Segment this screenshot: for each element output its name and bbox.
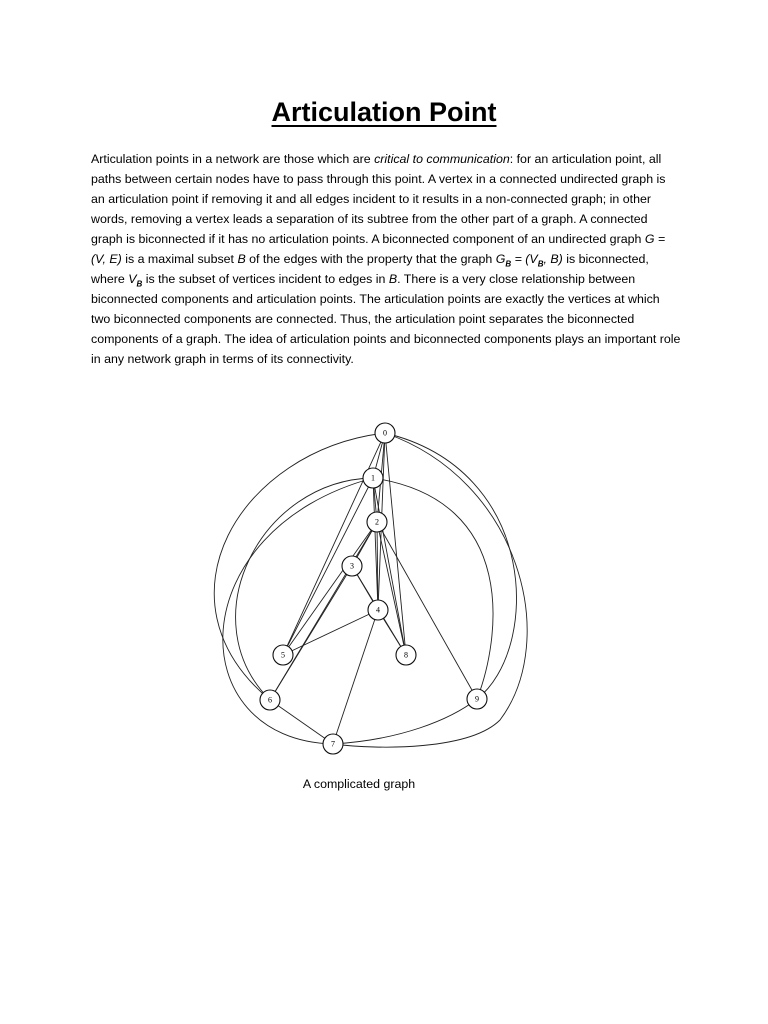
text-run: is biconnected, where — [91, 252, 649, 286]
graph-node-4 — [368, 600, 388, 620]
text-run: of the edges with the property that the graph — [245, 252, 496, 266]
graph-edge-1-9 — [373, 478, 493, 699]
graph-node-label: 4 — [376, 605, 380, 615]
graph-edge-1-6 — [236, 478, 373, 700]
graph-node-1 — [363, 468, 383, 488]
text-run: is a maximal subset — [121, 252, 238, 266]
graph-edge-0-5 — [283, 433, 385, 655]
graph-node-label: 5 — [281, 650, 285, 660]
italic-run: V — [128, 272, 137, 286]
subscript: B — [537, 259, 544, 269]
italic-run: = (V — [511, 252, 538, 266]
graph-edge-2-9 — [377, 522, 477, 699]
figure-caption: A complicated graph — [302, 777, 416, 791]
graph-edge-4-7 — [333, 610, 378, 744]
graph-edge-1-7 — [223, 478, 373, 744]
italic-run: G = (V, E) — [91, 232, 666, 266]
graph-node-label: 1 — [371, 473, 375, 483]
graph-node-label: 9 — [475, 694, 479, 704]
graph-node-0 — [375, 423, 395, 443]
page-title: Articulation Point — [271, 97, 497, 127]
graph-nodes — [260, 423, 487, 754]
graph-edge-2-8 — [377, 522, 406, 655]
graph-edge-4-5 — [283, 610, 378, 655]
graph-node-7 — [323, 734, 343, 754]
graph-edge-2-5 — [283, 522, 377, 655]
graph-edge-7-9 — [333, 699, 477, 744]
graph-edge-0-7 — [333, 433, 527, 747]
graph-node-label: 2 — [375, 517, 379, 527]
italic-run: B — [237, 252, 246, 266]
graph-edge-0-8 — [385, 433, 406, 655]
subscript: B — [505, 259, 512, 269]
subscript: B — [136, 279, 143, 289]
text-run: : for an articulation point, all paths between certain nodes have to pass through this point. A vertex in a connected undirected graph is an articulation point if removing it and all edges incident to it results in a non-connected graph; in other words, removing a vertex leads a separation of its subtree from the other part of a graph. A connected graph is biconnected if it has no articulation points. A biconnected component of an undirected graph — [91, 152, 666, 246]
graph-node-8 — [396, 645, 416, 665]
text-run: is the subset of vertices incident to edges in — [142, 272, 389, 286]
italic-run: critical to communication — [374, 152, 510, 166]
text-run: . There is a very close relationship between biconnected components and articulation points. The articulation points are exactly the vertices at which two biconnected components are connected. Thus, the articulation point separates the biconnected components of a graph. The idea of articulation points and biconnected components plays an important role in any network graph in terms of its connectivity. — [91, 272, 681, 366]
graph-node-label: 7 — [331, 739, 335, 749]
graph-node-label: 8 — [404, 650, 408, 660]
italic-run: B — [388, 272, 398, 286]
italic-run: , B) — [543, 252, 563, 266]
graph-node-label: 6 — [268, 695, 272, 705]
graph-edge-6-7 — [270, 700, 333, 744]
graph-node-3 — [342, 556, 362, 576]
graph-node-label: 0 — [383, 428, 387, 438]
italic-run: G — [495, 252, 506, 266]
graph-node-2 — [367, 512, 387, 532]
graph-node-label: 3 — [350, 561, 354, 571]
graph-edge-3-6 — [270, 566, 352, 700]
graph-node-9 — [467, 689, 487, 709]
graph-node-5 — [273, 645, 293, 665]
graph-node-6 — [260, 690, 280, 710]
text-run: Articulation points in a network are those which are — [91, 152, 375, 166]
